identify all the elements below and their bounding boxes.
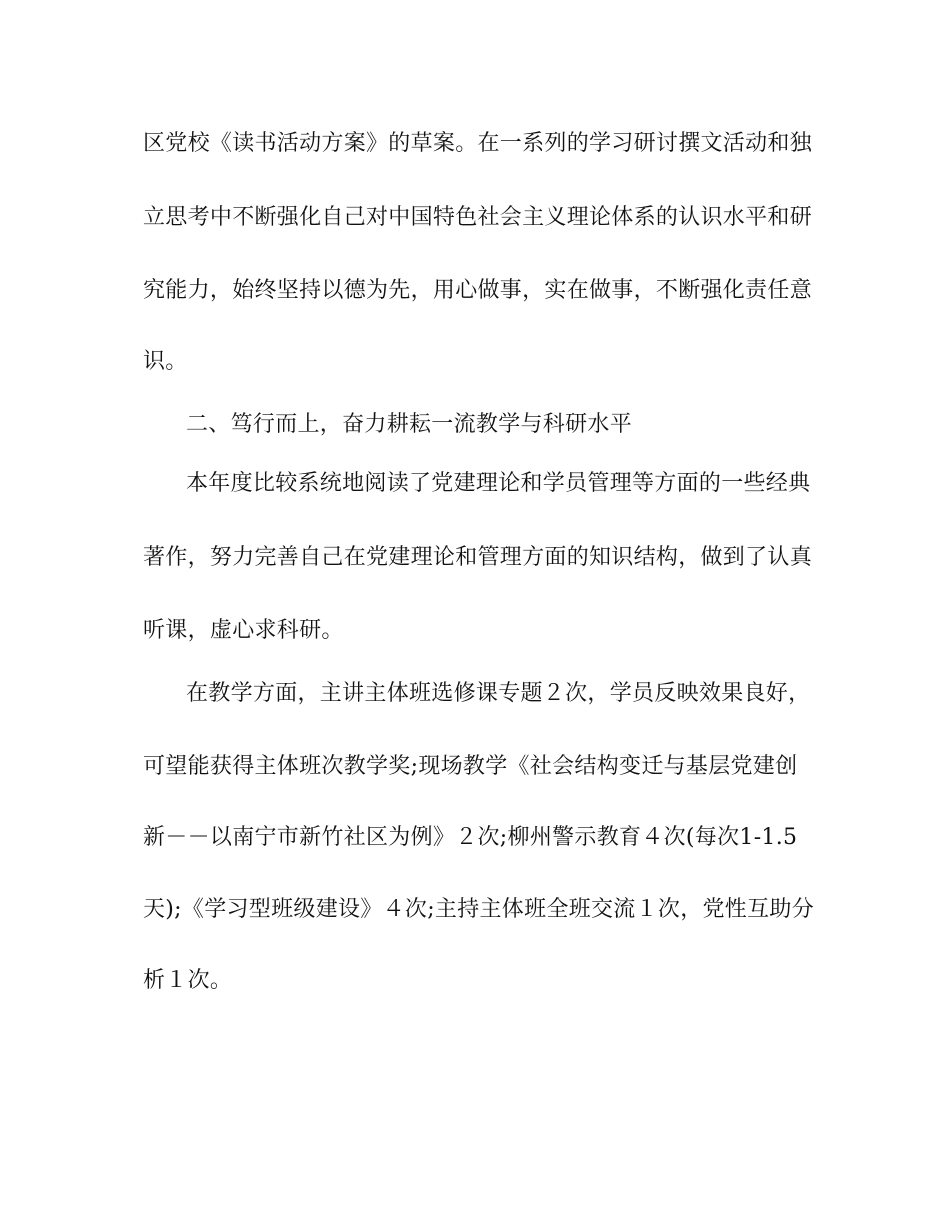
paragraph-line: 识。 <box>143 349 188 374</box>
paragraph-line: 在教学方面，主讲主体班选修课专题２次，学员反映效果良好， <box>186 681 811 706</box>
paragraph-line: 可望能获得主体班次教学奖;现场教学《社会结构变迁与基层党建创 <box>143 754 798 779</box>
paragraph-line: 著作，努力完善自己在党建理论和管理方面的知识结构，做到了认真 <box>143 545 813 570</box>
paragraph-line: 立思考中不断强化自己对中国特色社会主义理论体系的认识水平和研 <box>143 205 813 230</box>
paragraph-line: 听课，虚心求科研。 <box>143 618 344 643</box>
paragraph-line: 本年度比较系统地阅读了党建理论和学员管理等方面的一些经典 <box>186 471 811 496</box>
paragraph-line: 究能力，始终坚持以德为先，用心做事，实在做事，不断强化责任意 <box>143 278 813 303</box>
paragraph-line: 天);《学习型班级建设》４次;主持主体班全班交流１次，党性互助分 <box>143 897 815 922</box>
paragraph-line: 析１次。 <box>143 968 233 993</box>
section-heading: 二、笃行而上，奋力耕耘一流教学与科研水平 <box>186 412 633 437</box>
paragraph-line: 新－－以南宁市新竹社区为例》２次;柳州警示教育４次(每次1-1.5 <box>143 825 798 850</box>
paragraph-line: 区党校《读书活动方案》的草案。在一系列的学习研讨撰文活动和独 <box>143 131 813 156</box>
